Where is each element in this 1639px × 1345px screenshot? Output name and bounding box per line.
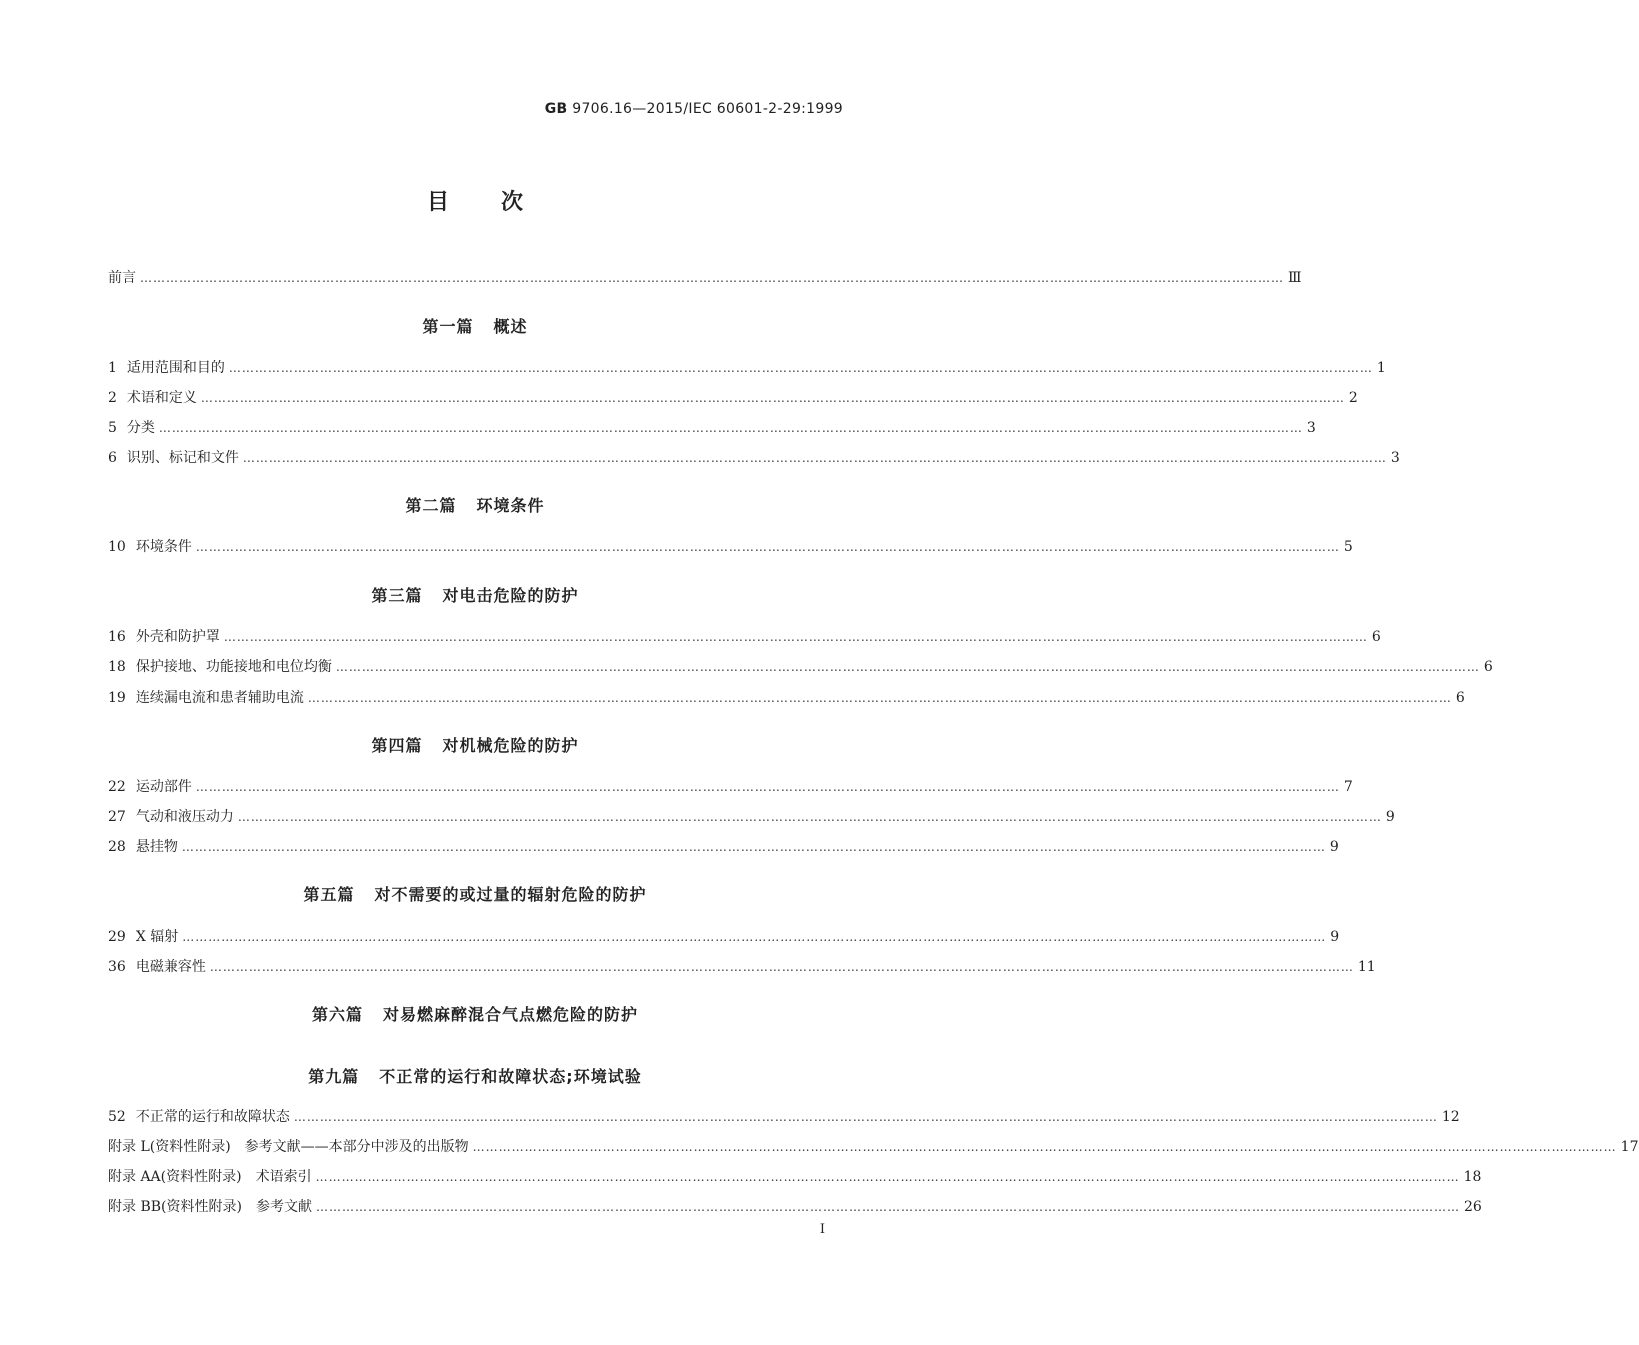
- toc-entry-page: 3: [1306, 420, 1316, 436]
- toc-leader: …………………………………………………………………………………………………………………………………………………………………………………………………………………………………………: [335, 660, 1480, 674]
- toc-entry-page: Ⅲ: [1288, 270, 1302, 286]
- toc-entry-number: 2: [108, 390, 117, 406]
- toc-entry-page: 9: [1330, 929, 1340, 945]
- toc-entry-1[interactable]: [108, 357, 1386, 379]
- toc-leader: …………………………………………………………………………………………………………………………………………………………………………………………………………………………………………: [182, 930, 1327, 944]
- part-heading-2: [0, 493, 950, 516]
- part-title: 环境条件: [476, 496, 545, 515]
- toc-entry-page: 7: [1343, 779, 1353, 795]
- toc-leader: …………………………………………………………………………………………………………………………………………………………………………………………………………………………………………: [293, 1110, 1438, 1124]
- part-number: 第五篇: [303, 885, 355, 904]
- part-heading-1: [0, 314, 950, 337]
- part-title: 对不需要的或过量的辐射危险的防护: [374, 885, 647, 904]
- toc-entry-number: 36: [108, 959, 126, 975]
- toc-leader: …………………………………………………………………………………………………………………………………………………………………………………………………………………………………………: [472, 1140, 1617, 1154]
- toc-entry-page: 17: [1620, 1139, 1639, 1155]
- toc-entry-page: 18: [1463, 1169, 1482, 1185]
- toc-leader: …………………………………………………………………………………………………………………………………………………………………………………………………………………………………………: [200, 391, 1345, 405]
- part-title: 对易燃麻醉混合气点燃危险的防护: [383, 1005, 639, 1024]
- page-title: [0, 185, 950, 216]
- part-heading-6: [0, 1002, 950, 1025]
- part-number: 第三篇: [371, 586, 423, 605]
- toc-entry-16[interactable]: [108, 626, 1381, 648]
- toc-entry-number: 10: [108, 539, 126, 555]
- part-title: 对机械危险的防护: [442, 736, 579, 755]
- toc-entry-page: 3: [1390, 450, 1400, 466]
- toc-leader: …………………………………………………………………………………………………………………………………………………………………………………………………………………………………………: [140, 271, 1284, 285]
- toc-entry-28[interactable]: [108, 836, 1339, 858]
- toc-entry-title: 悬挂物: [135, 839, 178, 855]
- toc-entry-annex-l[interactable]: [108, 1136, 1639, 1158]
- toc-entry-title: 识别、标记和文件: [126, 450, 239, 466]
- toc-entry-title: 适用范围和目的: [126, 360, 225, 376]
- page-number: I: [819, 1222, 825, 1237]
- toc-entry-18[interactable]: [108, 656, 1493, 678]
- toc-entry-number: 19: [108, 690, 126, 706]
- part-title: 概述: [493, 317, 528, 336]
- toc-entry-title: 前言: [108, 270, 136, 286]
- toc-entry-title: 环境条件: [135, 539, 192, 555]
- toc-entry-title: 附录 L(资料性附录) 参考文献——本部分中涉及的出版物: [108, 1139, 469, 1155]
- toc-leader: …………………………………………………………………………………………………………………………………………………………………………………………………………………………………………: [223, 630, 1368, 644]
- toc-entry-19[interactable]: [108, 687, 1465, 709]
- toc-entry-36[interactable]: [108, 956, 1376, 978]
- toc-entry-number: 6: [108, 450, 117, 466]
- toc-entry-number: 29: [108, 929, 126, 945]
- toc-leader: …………………………………………………………………………………………………………………………………………………………………………………………………………………………………………: [228, 361, 1373, 375]
- part-number: 第一篇: [422, 317, 474, 336]
- toc-entry-title: X 辐射: [135, 929, 179, 945]
- page-title-char-1: 目: [426, 190, 449, 215]
- toc-entry-number: 28: [108, 839, 126, 855]
- toc-entry-page: 6: [1455, 690, 1465, 706]
- toc-entry-5[interactable]: [108, 417, 1316, 439]
- toc-entry-page: 9: [1329, 839, 1339, 855]
- toc-entry-page: 5: [1343, 539, 1353, 555]
- toc-entry-page: 6: [1483, 659, 1493, 675]
- toc-leader: …………………………………………………………………………………………………………………………………………………………………………………………………………………………………………: [195, 780, 1340, 794]
- toc-entry-title: 不正常的运行和故障状态: [135, 1109, 290, 1125]
- toc-entry-title: 术语和定义: [126, 390, 197, 406]
- toc-leader: …………………………………………………………………………………………………………………………………………………………………………………………………………………………………………: [315, 1170, 1460, 1184]
- toc-leader: …………………………………………………………………………………………………………………………………………………………………………………………………………………………………………: [209, 960, 1354, 974]
- toc-entry-number: 18: [108, 659, 126, 675]
- toc-entry-title: 连续漏电流和患者辅助电流: [135, 690, 304, 706]
- toc-leader: …………………………………………………………………………………………………………………………………………………………………………………………………………………………………………: [237, 810, 1382, 824]
- toc-entry-page: 6: [1371, 629, 1381, 645]
- toc-entry-2[interactable]: [108, 387, 1358, 409]
- part-title: 对电击危险的防护: [442, 586, 579, 605]
- toc-entry-page: 11: [1357, 959, 1376, 975]
- part-heading-4: [0, 733, 950, 756]
- page-header: [545, 101, 843, 117]
- toc-entry-title: 电磁兼容性: [135, 959, 206, 975]
- toc-entry-title: 运动部件: [135, 779, 192, 795]
- toc-entry-number: 27: [108, 809, 126, 825]
- toc-entry-page: 9: [1385, 809, 1395, 825]
- toc-leader: …………………………………………………………………………………………………………………………………………………………………………………………………………………………………………: [307, 691, 1452, 705]
- part-number: 第四篇: [371, 736, 423, 755]
- toc-leader: …………………………………………………………………………………………………………………………………………………………………………………………………………………………………………: [195, 540, 1340, 554]
- part-heading-3: [0, 583, 950, 606]
- toc-entry-page: 26: [1463, 1199, 1482, 1215]
- toc-entry-page: 1: [1376, 360, 1386, 376]
- toc-entry-title: 附录 BB(资料性附录) 参考文献: [108, 1199, 312, 1215]
- toc-entry-title: 分类: [126, 420, 155, 436]
- part-number: 第九篇: [308, 1067, 360, 1086]
- toc-entry-number: 22: [108, 779, 126, 795]
- toc-entry-27[interactable]: [108, 806, 1395, 828]
- toc-entry-22[interactable]: [108, 776, 1353, 798]
- toc-leader: …………………………………………………………………………………………………………………………………………………………………………………………………………………………………………: [315, 1200, 1460, 1214]
- toc-entry-number: 16: [108, 629, 126, 645]
- toc-entry-annex-bb[interactable]: [108, 1196, 1482, 1218]
- page-title-char-2: 次: [501, 190, 524, 215]
- standard-prefix: GB: [544, 101, 568, 117]
- toc-entry-title: 气动和液压动力: [135, 809, 234, 825]
- toc-entry-6[interactable]: [108, 447, 1400, 469]
- toc-leader: …………………………………………………………………………………………………………………………………………………………………………………………………………………………………………: [181, 840, 1326, 854]
- part-number: 第六篇: [311, 1005, 363, 1024]
- toc-entry-number: 52: [108, 1109, 126, 1125]
- toc-leader: …………………………………………………………………………………………………………………………………………………………………………………………………………………………………………: [158, 421, 1303, 435]
- part-heading-5: [0, 882, 950, 905]
- toc-entry-title: 附录 AA(资料性附录) 术语索引: [108, 1169, 312, 1185]
- toc-entry-annex-aa[interactable]: [108, 1166, 1482, 1188]
- part-title: 不正常的运行和故障状态;环境试验: [379, 1067, 642, 1086]
- toc-entry-number: 1: [108, 360, 117, 376]
- toc-entry-29[interactable]: [108, 926, 1340, 948]
- toc-leader: …………………………………………………………………………………………………………………………………………………………………………………………………………………………………………: [242, 451, 1387, 465]
- toc-entry-10[interactable]: [108, 536, 1353, 558]
- toc-entry-page: 2: [1348, 390, 1358, 406]
- part-number: 第二篇: [405, 496, 457, 515]
- toc-entry-page: 12: [1441, 1109, 1460, 1125]
- toc-entry-preface[interactable]: [108, 267, 1302, 289]
- toc-entry-52[interactable]: [108, 1106, 1460, 1128]
- standard-number: 9706.16—2015/IEC 60601-2-29:1999: [572, 101, 843, 117]
- toc-entry-title: 保护接地、功能接地和电位均衡: [135, 659, 332, 675]
- part-heading-9: [0, 1064, 950, 1087]
- toc-entry-number: 5: [108, 420, 117, 436]
- toc-entry-title: 外壳和防护罩: [135, 629, 220, 645]
